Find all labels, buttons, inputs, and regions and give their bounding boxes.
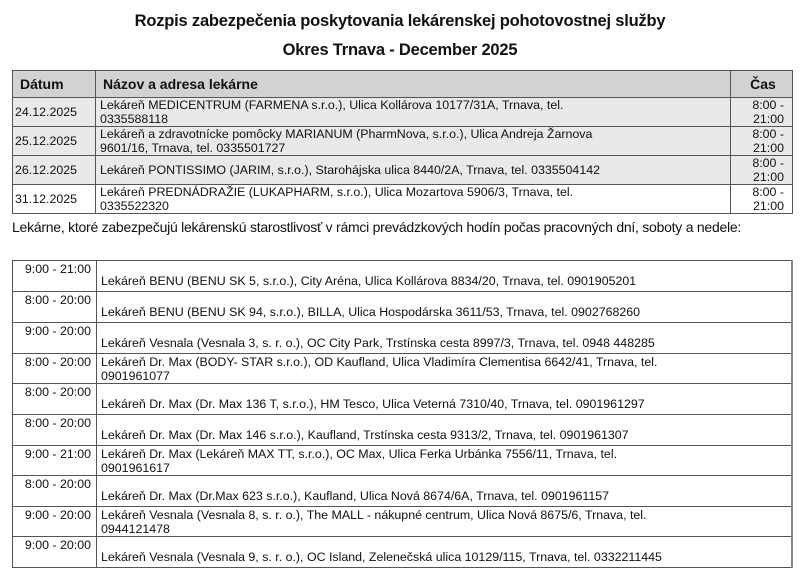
pharmacy-cell — [97, 446, 792, 476]
date-cell: 24.12.2025 — [13, 98, 96, 127]
document-title: Rozpis zabezpečenia poskytovania lekárenskej pohotovostnej služby — [134, 12, 666, 30]
table-header-row — [13, 71, 793, 98]
pharmacy-cell: Lekáreň Dr. Max (Dr.Max 623 s.r.o.), Kaufland, Ulica Nová 8674/6A, Trnava, tel. 0901961157 — [97, 476, 792, 507]
pharmacy-line: Lekáreň Dr. Max (BODY- STAR s.r.o.), OD Kaufland, Ulica Vladimíra Clementisa 6642/41, Trnava, tel. — [101, 355, 658, 369]
pharmacy-line: 0335588118 — [100, 112, 168, 126]
table-row — [13, 292, 792, 323]
date-cell: 31.12.2025 — [13, 185, 96, 214]
pharmacy-cell: Lekáreň Dr. Max (Dr. Max 146 s.r.o.), Kaufland, Trstínska cesta 9313/2, Trnava, tel. 0901961307 — [97, 415, 792, 446]
pharmacy-line: Lekáreň MEDICENTRUM (FARMENA s.r.o.), Ulica Kollárova 10177/31A, Trnava, tel. — [100, 98, 564, 112]
time-cell: 8:00 - 21:00 — [731, 127, 793, 156]
table-row — [13, 156, 793, 185]
pharmacy-cell — [96, 156, 731, 185]
time-cell: 8:00 - 20:00 — [13, 354, 97, 384]
document-subtitle: Okres Trnava - December 2025 — [282, 41, 518, 59]
column-header-time: Čas — [731, 71, 793, 98]
table-row — [13, 384, 792, 415]
pharmacy-cell: Lekáreň BENU (BENU SK 94, s.r.o.), BILLA, Ulica Hospodárska 3611/53, Trnava, tel. 0902768260 — [97, 292, 792, 323]
time-cell: 9:00 - 21:00 — [13, 261, 97, 292]
pharmacy-line: Lekáreň PONTISSIMO (JARIM, s.r.o.), Starohájska ulica 8440/2A, Trnava, tel. 0335504142 — [100, 163, 600, 177]
regular-hours-table — [12, 260, 793, 568]
time-cell: 8:00 - 21:00 — [731, 185, 793, 214]
duty-schedule-table — [12, 70, 793, 214]
table-row — [13, 323, 792, 354]
pharmacy-cell: Lekáreň Dr. Max (Dr. Max 136 T, s.r.o.), HM Tesco, Ulica Veterná 7310/40, Trnava, tel. 0901961297 — [97, 384, 792, 415]
pharmacy-cell: Lekáreň BENU (BENU SK 5, s.r.o.), City Aréna, Ulica Kollárova 8834/20, Trnava, tel. 0901905201 — [97, 261, 792, 292]
table-row — [13, 185, 793, 214]
pharmacy-line: Lekáreň PREDNÁDRAŽIE (LUKAPHARM, s.r.o.), Ulica Mozartova 5906/3, Trnava, tel. — [100, 185, 574, 199]
pharmacy-cell — [96, 98, 731, 127]
regular-hours-note: Lekárne, ktoré zabezpečujú lekárenskú starostlivosť v rámci prevádzkových hodín počas pracovných dní, soboty a nedele: — [12, 219, 742, 235]
date-cell: 25.12.2025 — [13, 127, 96, 156]
table-row — [13, 476, 792, 507]
pharmacy-line: 9601/16, Trnava, tel. 0335501727 — [100, 141, 286, 155]
column-header-date: Dátum — [13, 71, 96, 98]
time-cell: 8:00 - 20:00 — [13, 476, 97, 507]
table-row — [13, 537, 792, 568]
pharmacy-line: Lekáreň Vesnala (Vesnala 8, s. r. o.), The MALL - nákupné centrum, Ulica Nová 8675/6, Trnava, tel. — [101, 508, 647, 522]
pharmacy-cell — [96, 127, 731, 156]
pharmacy-cell: Lekáreň Vesnala (Vesnala 3, s. r. o.), OC City Park, Trstínska cesta 8997/3, Trnava, tel. 0948 448285 — [97, 323, 792, 354]
date-cell: 26.12.2025 — [13, 156, 96, 185]
pharmacy-line: 0335522320 — [100, 199, 169, 213]
time-cell: 8:00 - 21:00 — [731, 156, 793, 185]
pharmacy-cell — [96, 185, 731, 214]
pharmacy-cell — [97, 507, 792, 537]
pharmacy-line: 0901961077 — [101, 369, 170, 383]
pharmacy-line: Lekáreň Dr. Max (Lekáreň MAX TT, s.r.o.), OC Max, Ulica Ferka Urbánka 7556/11, Trnava, tel. — [101, 447, 618, 461]
table-row — [13, 98, 793, 127]
pharmacy-cell: Lekáreň Vesnala (Vesnala 9, s. r. o.), OC Island, Zelenečská ulica 10129/115, Trnava, tel. 0332211445 — [97, 537, 792, 568]
time-cell: 9:00 - 20:00 — [13, 537, 97, 568]
time-cell: 9:00 - 21:00 — [13, 446, 97, 476]
column-header-pharmacy: Názov a adresa lekárne — [96, 71, 731, 98]
time-cell: 8:00 - 21:00 — [731, 98, 793, 127]
time-cell: 9:00 - 20:00 — [13, 323, 97, 354]
time-cell: 9:00 - 20:00 — [13, 507, 97, 537]
table-row — [13, 127, 793, 156]
table-row — [13, 446, 792, 476]
table-row — [13, 261, 792, 292]
time-cell: 8:00 - 20:00 — [13, 384, 97, 415]
table-row — [13, 507, 792, 537]
pharmacy-line: 0944121478 — [101, 522, 170, 536]
table-row — [13, 354, 792, 384]
pharmacy-line: Lekáreň a zdravotnícke pomôcky MARIANUM (PharmNova, s.r.o.), Ulica Andreja Žarnova — [100, 127, 593, 141]
pharmacy-line: 0901961617 — [101, 461, 170, 475]
time-cell: 8:00 - 20:00 — [13, 415, 97, 446]
table-row — [13, 415, 792, 446]
time-cell: 8:00 - 20:00 — [13, 292, 97, 323]
pharmacy-cell — [97, 354, 792, 384]
